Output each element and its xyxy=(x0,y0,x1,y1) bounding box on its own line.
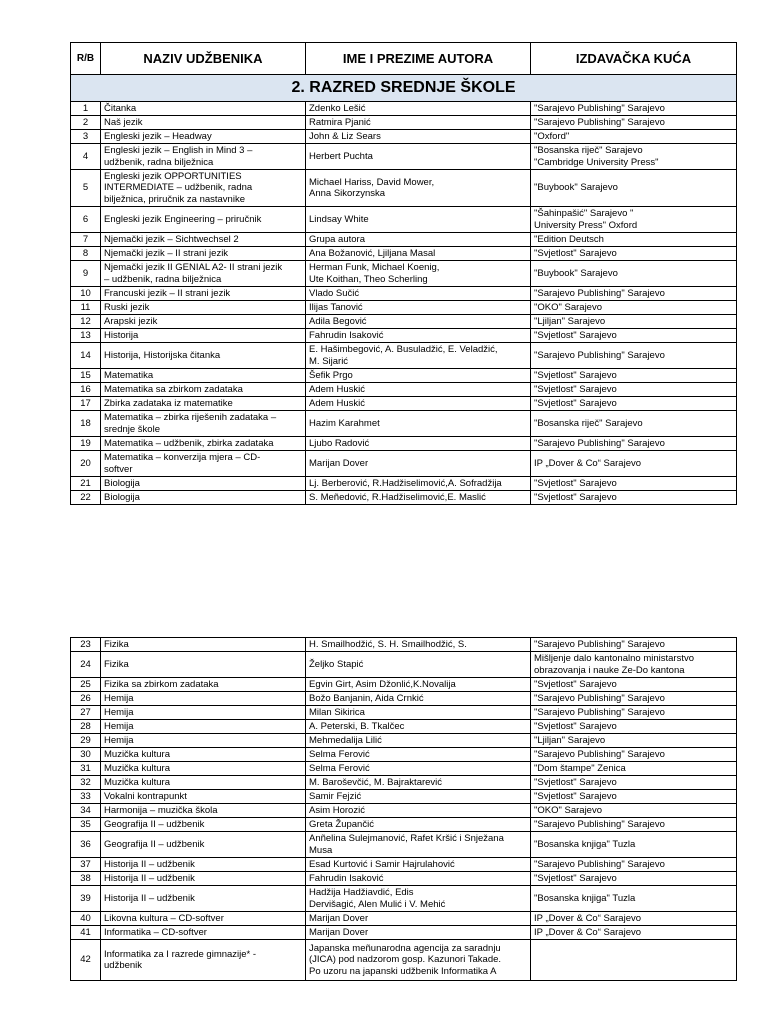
table-body-2 xyxy=(71,638,737,981)
book-author: Marijan Dover xyxy=(306,912,531,926)
row-number: 34 xyxy=(71,804,101,818)
book-title: Hemija xyxy=(101,734,306,748)
book-author: Herbert Puchta xyxy=(306,144,531,170)
book-publisher: "OKO" Sarajevo xyxy=(531,301,737,315)
row-number: 21 xyxy=(71,477,101,491)
table-row xyxy=(71,638,737,652)
book-author: Adem Huskić xyxy=(306,397,531,411)
row-number: 25 xyxy=(71,678,101,692)
book-author: Ana Božanović, Ljiljana Masal xyxy=(306,247,531,261)
book-publisher: "Sarajevo Publishing" Sarajevo xyxy=(531,116,737,130)
book-title: Zbirka zadataka iz matematike xyxy=(101,397,306,411)
table-row xyxy=(71,301,737,315)
book-title: Muzička kultura xyxy=(101,776,306,790)
row-number: 42 xyxy=(71,940,101,981)
book-author: Esad Kurtović i Samir Hajrulahović xyxy=(306,858,531,872)
book-author: Željko Stapić xyxy=(306,652,531,678)
book-title: Fizika xyxy=(101,652,306,678)
book-title: Njemački jezik II GENIAL A2- II strani jezik – udžbenik, radna bilježnica xyxy=(101,261,306,287)
book-title: Čitanka xyxy=(101,102,306,116)
book-publisher: "Bosanska riječ" Sarajevo xyxy=(531,411,737,437)
book-author: Hadžija Hadžiavdić, Edis Dervišagić, Alen Mulić i V. Mehić xyxy=(306,886,531,912)
book-publisher: "Sarajevo Publishing" Sarajevo xyxy=(531,748,737,762)
table-row xyxy=(71,451,737,477)
row-number: 35 xyxy=(71,818,101,832)
book-publisher: "Oxford" xyxy=(531,130,737,144)
book-title: Historija II – udžbenik xyxy=(101,858,306,872)
table-row xyxy=(71,411,737,437)
book-title: Njemački jezik – Sichtwechsel 2 xyxy=(101,233,306,247)
book-publisher: IP „Dover & Co“ Sarajevo xyxy=(531,912,737,926)
row-number: 41 xyxy=(71,926,101,940)
book-author: Ilijas Tanović xyxy=(306,301,531,315)
book-title: Matematika – zbirka riješenih zadataka – srednje škole xyxy=(101,411,306,437)
table-row xyxy=(71,776,737,790)
row-number: 4 xyxy=(71,144,101,170)
book-title: Geografija II – udžbenik xyxy=(101,832,306,858)
book-publisher: "Buybook" Sarajevo xyxy=(531,261,737,287)
book-publisher: "Svjetlost" Sarajevo xyxy=(531,491,737,505)
table-row xyxy=(71,926,737,940)
row-number: 18 xyxy=(71,411,101,437)
book-title: Muzička kultura xyxy=(101,762,306,776)
book-publisher: "Dom štampe" Zenica xyxy=(531,762,737,776)
book-publisher: "OKO" Sarajevo xyxy=(531,804,737,818)
table-row xyxy=(71,207,737,233)
table-row xyxy=(71,858,737,872)
row-number: 23 xyxy=(71,638,101,652)
textbook-table-part-1 xyxy=(70,42,737,505)
table-row xyxy=(71,886,737,912)
table-row xyxy=(71,692,737,706)
book-author: Lindsay White xyxy=(306,207,531,233)
table-row xyxy=(71,369,737,383)
book-author: Marijan Dover xyxy=(306,451,531,477)
book-author: Adila Begović xyxy=(306,315,531,329)
book-author: Šefik Prgo xyxy=(306,369,531,383)
table-body-1 xyxy=(71,102,737,505)
table-row xyxy=(71,287,737,301)
header-title: NAZIV UDŽBENIKA xyxy=(101,43,306,75)
book-publisher: "Bosanska riječ" Sarajevo "Cambridge University Press" xyxy=(531,144,737,170)
table-row xyxy=(71,247,737,261)
row-number: 39 xyxy=(71,886,101,912)
row-number: 2 xyxy=(71,116,101,130)
book-publisher: "Ljiljan" Sarajevo xyxy=(531,734,737,748)
table-row xyxy=(71,734,737,748)
book-title: Fizika xyxy=(101,638,306,652)
book-publisher xyxy=(531,940,737,981)
row-number: 10 xyxy=(71,287,101,301)
table-row xyxy=(71,872,737,886)
row-number: 33 xyxy=(71,790,101,804)
row-number: 36 xyxy=(71,832,101,858)
table-row xyxy=(71,804,737,818)
row-number: 28 xyxy=(71,720,101,734)
table-row xyxy=(71,315,737,329)
row-number: 14 xyxy=(71,343,101,369)
row-number: 9 xyxy=(71,261,101,287)
book-title: Historija II – udžbenik xyxy=(101,886,306,912)
table-row xyxy=(71,912,737,926)
row-number: 31 xyxy=(71,762,101,776)
row-number: 3 xyxy=(71,130,101,144)
table-row xyxy=(71,940,737,981)
table-row xyxy=(71,832,737,858)
book-title: Hemija xyxy=(101,706,306,720)
table-row xyxy=(71,397,737,411)
book-author: Ratmira Pjanić xyxy=(306,116,531,130)
book-title: Engleski jezik OPPORTUNITIES INTERMEDIATE – udžbenik, radna bilježnica, priručnik za nastavnike xyxy=(101,170,306,207)
book-publisher: "Svjetlost" Sarajevo xyxy=(531,383,737,397)
row-number: 13 xyxy=(71,329,101,343)
book-title: Njemački jezik – II strani jezik xyxy=(101,247,306,261)
header-author: IME I PREZIME AUTORA xyxy=(306,43,531,75)
book-author: E. Hašimbegović, A. Busuladžić, E. Veladžić, M. Sijarić xyxy=(306,343,531,369)
header-rb: R/B xyxy=(71,43,101,75)
row-number: 16 xyxy=(71,383,101,397)
table-row xyxy=(71,383,737,397)
book-publisher: "Ljiljan" Sarajevo xyxy=(531,315,737,329)
book-publisher: "Buybook" Sarajevo xyxy=(531,170,737,207)
book-title: Matematika – konverzija mjera – CD- softver xyxy=(101,451,306,477)
row-number: 29 xyxy=(71,734,101,748)
book-author: Adem Huskić xyxy=(306,383,531,397)
book-title: Matematika sa zbirkom zadataka xyxy=(101,383,306,397)
book-publisher: "Svjetlost" Sarajevo xyxy=(531,790,737,804)
book-author: Japanska meñunarodna agencija za saradnju (JICA) pod nadzorom gosp. Kazunori Takade. Po uzoru na japanski udžbenik Informatika A xyxy=(306,940,531,981)
book-title: Matematika xyxy=(101,369,306,383)
book-title: Historija xyxy=(101,329,306,343)
book-author: Samir Fejzić xyxy=(306,790,531,804)
table-row xyxy=(71,233,737,247)
book-publisher: "Šahinpašić" Sarajevo " University Press" Oxford xyxy=(531,207,737,233)
book-publisher: "Svjetlost" Sarajevo xyxy=(531,872,737,886)
book-author: S. Meñedović, R.Hadžiselimović,E. Maslić xyxy=(306,491,531,505)
row-number: 24 xyxy=(71,652,101,678)
textbook-table-part-2 xyxy=(70,637,737,981)
table-row xyxy=(71,144,737,170)
book-publisher: "Sarajevo Publishing" Sarajevo xyxy=(531,818,737,832)
book-title: Engleski jezik – English in Mind 3 – udžbenik, radna bilježnica xyxy=(101,144,306,170)
row-number: 12 xyxy=(71,315,101,329)
table-row xyxy=(71,706,737,720)
book-publisher: "Svjetlost" Sarajevo xyxy=(531,720,737,734)
book-title: Fizika sa zbirkom zadataka xyxy=(101,678,306,692)
book-author: Vlado Sučić xyxy=(306,287,531,301)
table-row xyxy=(71,130,737,144)
book-author: A. Peterski, B. Tkalčec xyxy=(306,720,531,734)
book-title: Geografija II – udžbenik xyxy=(101,818,306,832)
book-title: Francuski jezik – II strani jezik xyxy=(101,287,306,301)
table-row xyxy=(71,748,737,762)
table-row xyxy=(71,762,737,776)
book-publisher: "Sarajevo Publishing" Sarajevo xyxy=(531,437,737,451)
book-publisher: "Sarajevo Publishing" Sarajevo xyxy=(531,858,737,872)
row-number: 1 xyxy=(71,102,101,116)
book-title: Biologija xyxy=(101,491,306,505)
row-number: 32 xyxy=(71,776,101,790)
row-number: 15 xyxy=(71,369,101,383)
table-row xyxy=(71,116,737,130)
row-number: 11 xyxy=(71,301,101,315)
book-author: Lj. Berberović, R.Hadžiselimović,A. Sofradžija xyxy=(306,477,531,491)
book-publisher: Mišljenje dalo kantonalno ministarstvo obrazovanja i nauke Ze-Do kantona xyxy=(531,652,737,678)
book-title: Naš jezik xyxy=(101,116,306,130)
row-number: 37 xyxy=(71,858,101,872)
book-author: Hazim Karahmet xyxy=(306,411,531,437)
book-publisher: "Svjetlost" Sarajevo xyxy=(531,678,737,692)
book-publisher: "Bosanska knjiga" Tuzla xyxy=(531,832,737,858)
row-number: 8 xyxy=(71,247,101,261)
table-row xyxy=(71,170,737,207)
row-number: 26 xyxy=(71,692,101,706)
book-author: Asim Horozić xyxy=(306,804,531,818)
header-publisher: IZDAVAČKA KUĆA xyxy=(531,43,737,75)
book-title: Engleski jezik Engineering – priručnik xyxy=(101,207,306,233)
row-number: 40 xyxy=(71,912,101,926)
book-author: Selma Ferović xyxy=(306,748,531,762)
book-author: Anñelina Sulejmanović, Rafet Kršić i Snježana Musa xyxy=(306,832,531,858)
row-number: 20 xyxy=(71,451,101,477)
table-row xyxy=(71,343,737,369)
book-title: Matematika – udžbenik, zbirka zadataka xyxy=(101,437,306,451)
book-author: Herman Funk, Michael Koenig, Ute Koithan, Theo Scherling xyxy=(306,261,531,287)
row-number: 30 xyxy=(71,748,101,762)
table-row xyxy=(71,102,737,116)
row-number: 6 xyxy=(71,207,101,233)
table-header-row xyxy=(71,43,737,75)
book-title: Engleski jezik – Headway xyxy=(101,130,306,144)
table-row xyxy=(71,678,737,692)
book-title: Historija II – udžbenik xyxy=(101,872,306,886)
table-row xyxy=(71,437,737,451)
book-publisher: "Sarajevo Publishing" Sarajevo xyxy=(531,706,737,720)
row-number: 19 xyxy=(71,437,101,451)
book-publisher: "Svjetlost" Sarajevo xyxy=(531,329,737,343)
table-row xyxy=(71,261,737,287)
row-number: 5 xyxy=(71,170,101,207)
row-number: 27 xyxy=(71,706,101,720)
book-author: Selma Ferović xyxy=(306,762,531,776)
book-publisher: IP „Dover & Co“ Sarajevo xyxy=(531,926,737,940)
book-author: Božo Banjanin, Aida Crnkić xyxy=(306,692,531,706)
table-row xyxy=(71,720,737,734)
book-publisher: IP „Dover & Co“ Sarajevo xyxy=(531,451,737,477)
book-title: Harmonija – muzička škola xyxy=(101,804,306,818)
book-author: John & Liz Sears xyxy=(306,130,531,144)
table-row xyxy=(71,329,737,343)
book-title: Biologija xyxy=(101,477,306,491)
book-title: Muzička kultura xyxy=(101,748,306,762)
book-author: Milan Sikirica xyxy=(306,706,531,720)
book-title: Ruski jezik xyxy=(101,301,306,315)
book-publisher: "Edition Deutsch xyxy=(531,233,737,247)
book-title: Informatika za I razrede gimnazije* - udžbenik xyxy=(101,940,306,981)
book-publisher: "Svjetlost" Sarajevo xyxy=(531,369,737,383)
book-publisher: "Sarajevo Publishing" Sarajevo xyxy=(531,287,737,301)
row-number: 7 xyxy=(71,233,101,247)
grade-row xyxy=(71,75,737,102)
book-title: Vokalni kontrapunkt xyxy=(101,790,306,804)
book-publisher: "Svjetlost" Sarajevo xyxy=(531,477,737,491)
book-author: Michael Hariss, David Mower, Anna Sikorzynska xyxy=(306,170,531,207)
book-publisher: "Sarajevo Publishing" Sarajevo xyxy=(531,692,737,706)
book-author: Zdenko Lešić xyxy=(306,102,531,116)
book-author: H. Smailhodžić, S. H. Smailhodžić, S. xyxy=(306,638,531,652)
book-author: Grupa autora xyxy=(306,233,531,247)
book-author: Ljubo Radović xyxy=(306,437,531,451)
book-author: Marijan Dover xyxy=(306,926,531,940)
book-author: M. Baroševčić, M. Bajraktarević xyxy=(306,776,531,790)
row-number: 38 xyxy=(71,872,101,886)
book-title: Informatika – CD-softver xyxy=(101,926,306,940)
row-number: 17 xyxy=(71,397,101,411)
book-publisher: "Sarajevo Publishing" Sarajevo xyxy=(531,638,737,652)
book-author: Greta Župančić xyxy=(306,818,531,832)
book-author: Mehmedalija Lilić xyxy=(306,734,531,748)
book-author: Egvin Girt, Asim Džonlić,K.Novalija xyxy=(306,678,531,692)
table-row xyxy=(71,790,737,804)
book-publisher: "Sarajevo Publishing" Sarajevo xyxy=(531,343,737,369)
book-author: Fahrudin Isaković xyxy=(306,329,531,343)
table-row xyxy=(71,491,737,505)
book-publisher: "Svjetlost" Sarajevo xyxy=(531,397,737,411)
book-publisher: "Bosanska knjiga" Tuzla xyxy=(531,886,737,912)
book-title: Arapski jezik xyxy=(101,315,306,329)
table-row xyxy=(71,652,737,678)
book-publisher: "Svjetlost" Sarajevo xyxy=(531,247,737,261)
book-author: Fahrudin Isaković xyxy=(306,872,531,886)
book-title: Hemija xyxy=(101,720,306,734)
table-row xyxy=(71,477,737,491)
book-title: Likovna kultura – CD-softver xyxy=(101,912,306,926)
book-publisher: "Svjetlost" Sarajevo xyxy=(531,776,737,790)
grade-title: 2. RAZRED SREDNJE ŠKOLE xyxy=(71,75,737,102)
book-title: Hemija xyxy=(101,692,306,706)
book-title: Historija, Historijska čitanka xyxy=(101,343,306,369)
row-number: 22 xyxy=(71,491,101,505)
table-row xyxy=(71,818,737,832)
book-publisher: "Sarajevo Publishing" Sarajevo xyxy=(531,102,737,116)
